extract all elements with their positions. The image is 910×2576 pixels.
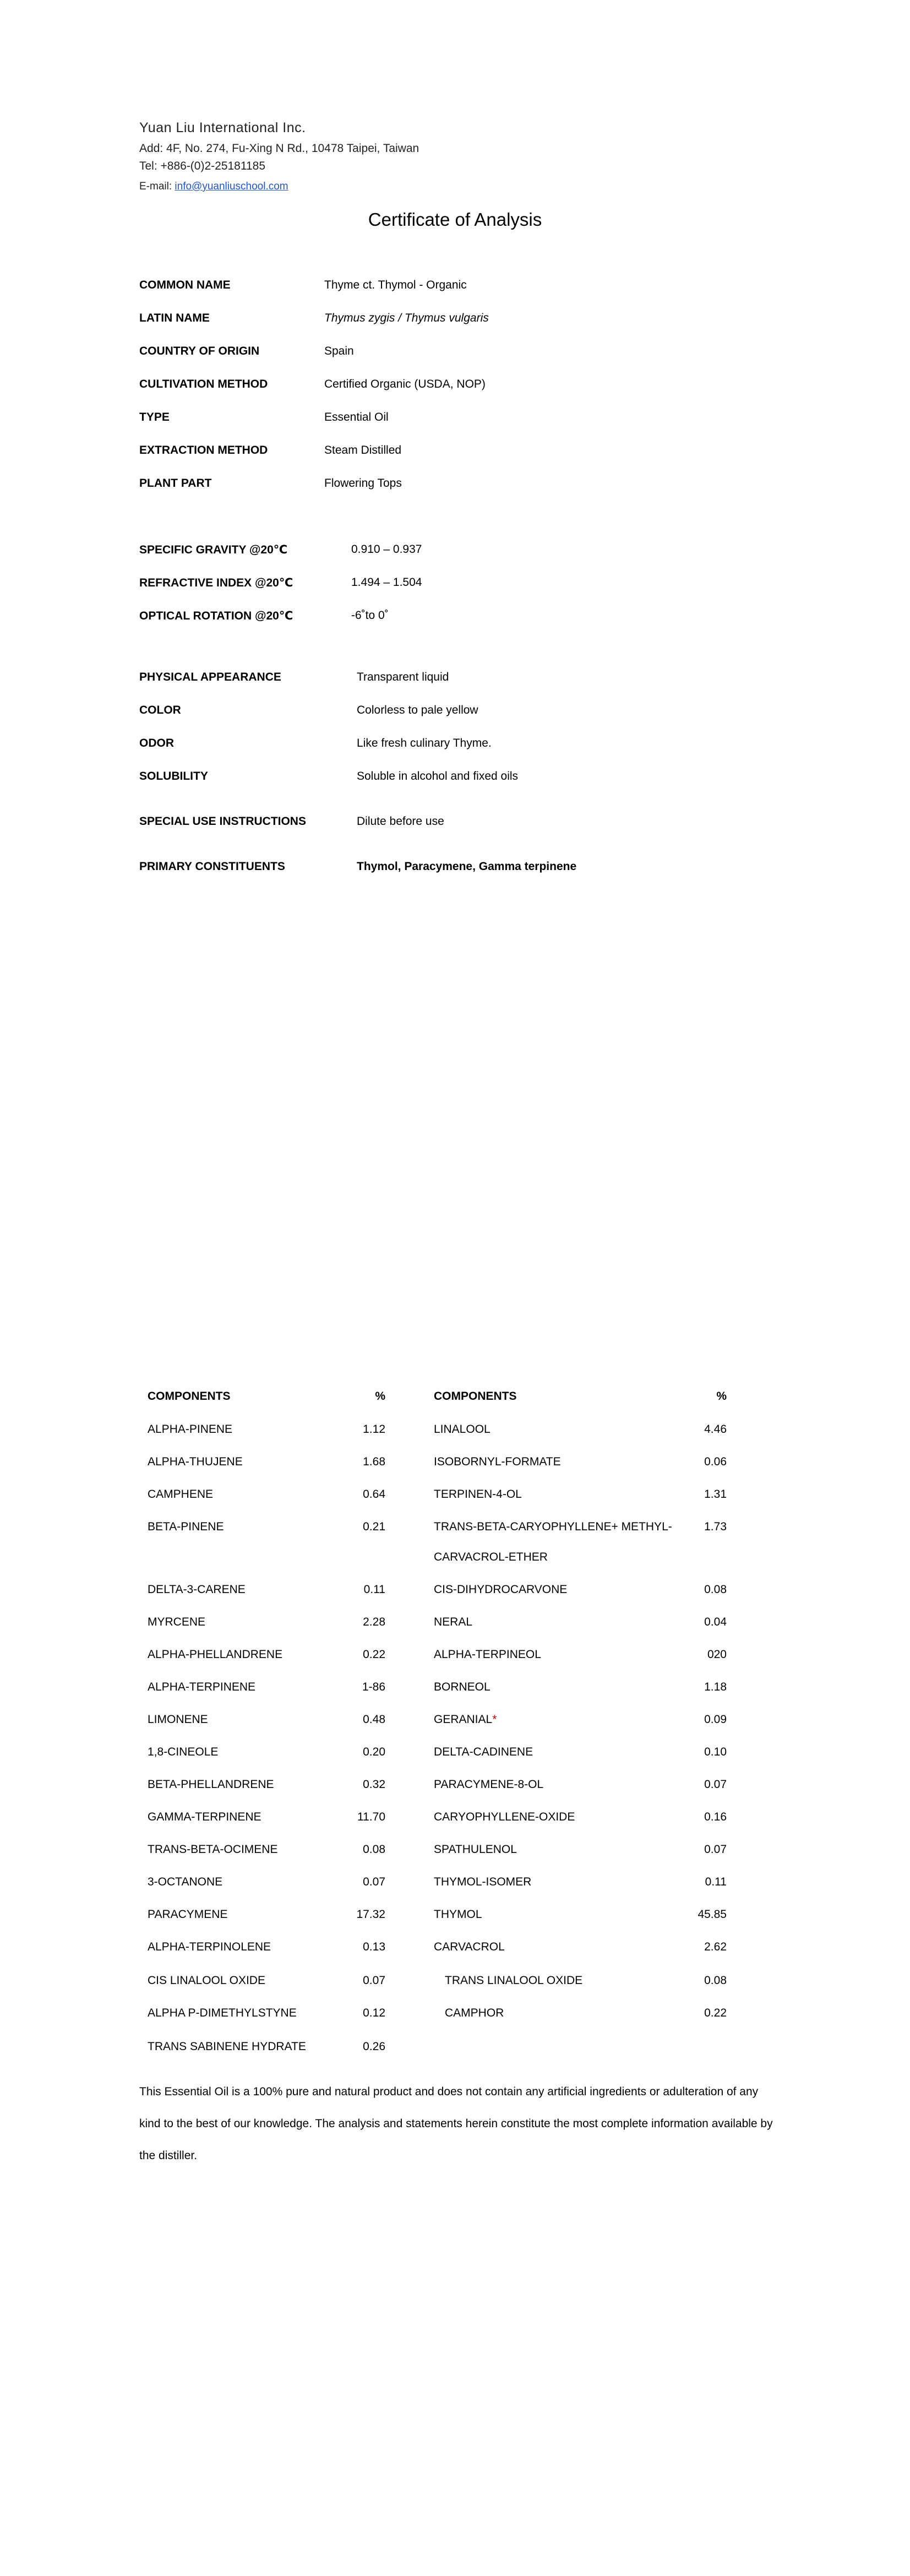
page-title: Certificate of Analysis (368, 209, 542, 230)
company-tel: Tel: +886-(0)2-25181185 (139, 160, 266, 172)
right-component-pct: 0.06 (704, 1455, 727, 1468)
asterisk-mark: * (492, 1713, 497, 1726)
right-component-name: THYMOL-ISOMER (434, 1876, 532, 1888)
right-component-name: CARVACROL (434, 1941, 505, 1953)
plant-part-label: PLANT PART (139, 477, 212, 490)
right-pct-header: % (716, 1390, 727, 1403)
right-component-pct: 45.85 (698, 1908, 727, 1921)
right-component-name: SPATHULENOL (434, 1843, 517, 1856)
right-components-header: COMPONENTS (434, 1390, 517, 1403)
left-component-name: GAMMA-TERPINENE (148, 1811, 261, 1823)
right-component-pct: 020 (707, 1648, 727, 1661)
left-component-pct: 0.20 (363, 1746, 385, 1758)
left-component-name: TRANS-BETA-OCIMENE (148, 1843, 278, 1856)
right-component-geranial (434, 1713, 497, 1726)
type-value: Essential Oil (324, 411, 389, 423)
color-value: Colorless to pale yellow (357, 704, 478, 716)
right-component-name: DELTA-CADINENE (434, 1746, 533, 1758)
left-component-pct: 0.21 (363, 1520, 385, 1533)
left-component-pct: 0.26 (363, 2040, 385, 2053)
refractive-index-label: REFRACTIVE INDEX @20℃ (139, 577, 293, 589)
right-component-pct: 0.04 (704, 1616, 727, 1628)
extraction-value: Steam Distilled (324, 444, 402, 456)
left-component-name: PARACYMENE (148, 1908, 228, 1921)
plant-part-value: Flowering Tops (324, 477, 402, 490)
right-component-name: ALPHA-TERPINEOL (434, 1648, 541, 1661)
purity-statement: This Essential Oil is a 100% pure and natural product and does not contain any artificial ingredients or adulteration of any kind to the best of our knowledge. The analysis and statements herein constitute the most complete information available by the distiller. (139, 2085, 773, 2162)
left-pct-header: % (375, 1390, 385, 1403)
appearance-value: Transparent liquid (357, 671, 449, 683)
left-component-name: ALPHA-PHELLANDRENE (148, 1648, 283, 1661)
country-label: COUNTRY OF ORIGIN (139, 345, 260, 357)
latin-name-value: Thymus zygis / Thymus vulgaris (324, 312, 489, 324)
odor-label: ODOR (139, 737, 174, 749)
right-component-name: TRANS LINALOOL OXIDE (445, 1974, 583, 1987)
left-component-pct: 1.68 (363, 1455, 385, 1468)
right-component-name: CAMPHOR (445, 2007, 504, 2019)
type-label: TYPE (139, 411, 170, 423)
left-component-name: CAMPHENE (148, 1488, 214, 1501)
common-name-label: COMMON NAME (139, 279, 231, 291)
odor-value: Like fresh culinary Thyme. (357, 737, 492, 749)
email-label: E-mail: (139, 181, 175, 192)
right-component-name: LINALOOL (434, 1423, 491, 1436)
right-component-pct: 0.11 (705, 1876, 727, 1888)
optical-rotation-value: -6˚tо 0˚ (351, 609, 389, 622)
right-component-pct: 0.22 (704, 2007, 727, 2019)
left-component-name: ALPHA-TERPINOLENE (148, 1941, 271, 1953)
appearance-label: PHYSICAL APPEARANCE (139, 671, 281, 683)
left-component-pct: 0.48 (363, 1713, 385, 1726)
left-component-pct: 1-86 (362, 1681, 385, 1693)
right-component-pct: 0.09 (704, 1713, 727, 1726)
left-component-name: TRANS SABINENE HYDRATE (148, 2040, 306, 2053)
right-component-name: CARYOPHYLLENE-OXIDE (434, 1811, 575, 1823)
left-component-name: CIS LINALOOL OXIDE (148, 1974, 265, 1987)
right-component-pct: 1.73 (704, 1520, 727, 1533)
left-component-pct: 1.12 (363, 1423, 385, 1436)
right-component-name: ISOBORNYL-FORMATE (434, 1455, 561, 1468)
solubility-label: SOLUBILITY (139, 770, 208, 782)
right-component-name: THYMOL (434, 1908, 482, 1921)
left-component-pct: 17.32 (356, 1908, 385, 1921)
right-component-pct: 1.31 (704, 1488, 727, 1501)
primary-constituents-label: PRIMARY CONSTITUENTS (139, 860, 285, 873)
right-component-name: PARACYMENE-8-OL (434, 1778, 544, 1791)
left-component-name: LIMONENE (148, 1713, 208, 1726)
solubility-value: Soluble in alcohol and fixed oils (357, 770, 519, 782)
company-name: Yuan Liu International Inc. (139, 120, 306, 135)
left-component-name: MYRCENE (148, 1616, 206, 1628)
company-address: Add: 4F, No. 274, Fu-Xing N Rd., 10478 Taipei, Taiwan (139, 142, 419, 155)
right-component-pct: 0.08 (704, 1974, 727, 1987)
special-use-value: Dilute before use (357, 815, 444, 828)
right-component-pct: 0.07 (704, 1778, 727, 1791)
left-component-name: 3-OCTANONE (148, 1876, 223, 1888)
primary-constituents-value: Thymol, Paracymene, Gamma terpinene (357, 860, 577, 873)
right-component-pct: 0.10 (704, 1746, 727, 1758)
right-component-name: BORNEOL (434, 1681, 491, 1693)
specific-gravity-label: SPECIFIC GRAVITY @20℃ (139, 544, 288, 556)
right-component-name: TRANS-BETA-CARYOPHYLLENE+ METHYL- (434, 1520, 672, 1533)
right-component-pct: 4.46 (704, 1423, 727, 1436)
left-component-name: ALPHA P-DIMETHYLSTYNE (148, 2007, 297, 2019)
common-name-value: Thyme ct. Thymol - Organic (324, 279, 467, 291)
right-component-name-cont: CARVACROL-ETHER (434, 1551, 548, 1563)
right-component-name: TERPINEN-4-OL (434, 1488, 522, 1501)
refractive-index-value: 1.494 – 1.504 (351, 576, 422, 589)
right-component-pct: 1.18 (704, 1681, 727, 1693)
left-component-name: BETA-PINENE (148, 1520, 224, 1533)
right-component-name: NERAL (434, 1616, 473, 1628)
left-component-name: BETA-PHELLANDRENE (148, 1778, 274, 1791)
cultivation-label: CULTIVATION METHOD (139, 378, 268, 390)
right-component-name: GERANIAL (434, 1713, 493, 1726)
left-component-pct: 0.08 (363, 1843, 385, 1856)
left-component-name: 1,8-CINEOLE (148, 1746, 219, 1758)
email-link[interactable]: info@yuanliuschool.com (175, 181, 288, 192)
specific-gravity-value: 0.910 – 0.937 (351, 543, 422, 556)
country-value: Spain (324, 345, 354, 357)
left-component-pct: 11.70 (357, 1811, 385, 1823)
right-component-pct: 0.16 (704, 1811, 727, 1823)
right-component-pct: 0.07 (704, 1843, 727, 1856)
latin-name-label: LATIN NAME (139, 312, 210, 324)
left-component-pct: 0.07 (363, 1974, 385, 1987)
left-component-pct: 0.64 (363, 1488, 385, 1501)
optical-rotation-label: OPTICAL ROTATION @20℃ (139, 610, 293, 622)
left-component-pct: 2.28 (363, 1616, 385, 1628)
left-component-pct: 0.12 (363, 2007, 385, 2019)
special-use-label: SPECIAL USE INSTRUCTIONS (139, 815, 306, 828)
right-component-name: CIS-DIHYDROCARVONE (434, 1583, 568, 1596)
left-component-pct: 0.07 (363, 1876, 385, 1888)
right-component-pct: 2.62 (704, 1941, 727, 1953)
left-component-pct: 0.32 (363, 1778, 385, 1791)
cultivation-value: Certified Organic (USDA, NOP) (324, 378, 486, 390)
left-component-name: DELTA-3-CARENE (148, 1583, 246, 1596)
left-component-pct: 0.11 (363, 1583, 385, 1596)
extraction-label: EXTRACTION METHOD (139, 444, 268, 456)
left-component-pct: 0.13 (363, 1941, 385, 1953)
email-line (139, 181, 288, 193)
color-label: COLOR (139, 704, 181, 716)
left-component-name: ALPHA-PINENE (148, 1423, 233, 1436)
left-component-name: ALPHA-THUJENE (148, 1455, 243, 1468)
left-component-name: ALPHA-TERPINENE (148, 1681, 256, 1693)
left-components-header: COMPONENTS (148, 1390, 231, 1403)
right-component-pct: 0.08 (704, 1583, 727, 1596)
left-component-pct: 0.22 (363, 1648, 385, 1661)
